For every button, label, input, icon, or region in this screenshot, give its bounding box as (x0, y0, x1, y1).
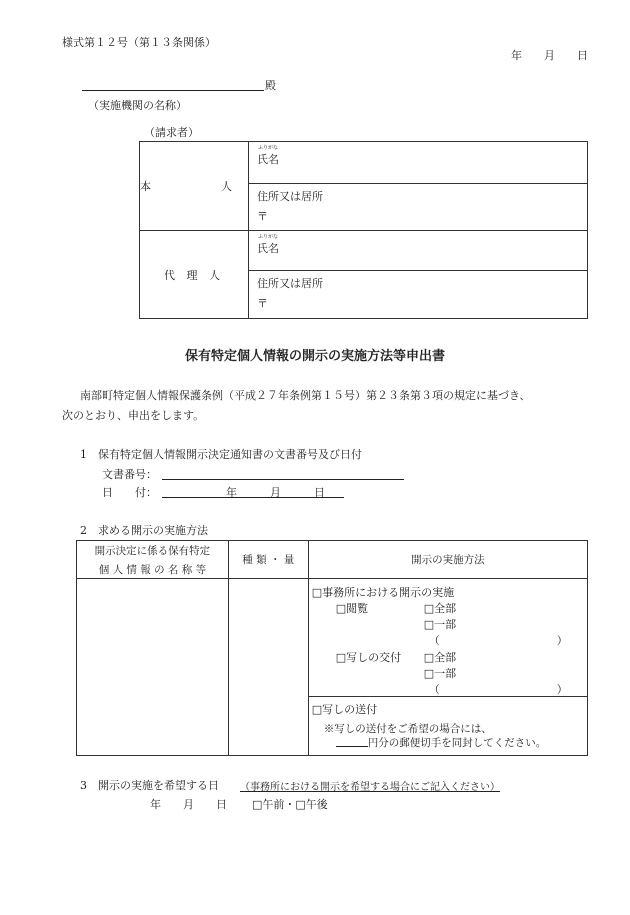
section2-heading: 2 求める開示の実施方法 (80, 524, 208, 537)
doc-number-field[interactable] (162, 479, 404, 480)
viewing-part-checkbox[interactable]: □一部 (423, 618, 457, 631)
col-header-name-line1: 開示決定に係る保有特定 (94, 544, 211, 557)
self-label: 本 人 (140, 142, 249, 231)
copy-paren-close: ） (556, 683, 568, 696)
copy-all-checkbox[interactable]: □全部 (423, 651, 457, 664)
requester-label: （請求者） (144, 126, 199, 139)
agent-address-field[interactable] (249, 271, 588, 319)
self-address-label: 住所又は居所 (257, 190, 323, 203)
col-header-name-line2: 個 人 情 報 の 名 称 等 (98, 563, 207, 576)
copy-paren-open: （ (428, 683, 440, 696)
addressee-line[interactable] (82, 90, 264, 91)
doc-date-label: 日 付： (102, 486, 157, 499)
mail-delivery-cell (308, 697, 587, 756)
header-date: 年 月 日 (511, 49, 588, 62)
section1-heading: 1 保有特定個人情報開示決定通知書の文書番号及び日付 (80, 448, 362, 461)
addressee-honorific: 殿 (265, 79, 276, 92)
stamp-amount-field[interactable] (336, 746, 368, 747)
copy-delivery-checkbox[interactable]: □写しの交付 (335, 651, 402, 664)
viewing-paren-open: （ (428, 634, 440, 647)
col-header-method: 開示の実施方法 (308, 541, 587, 579)
agent-furigana: ふりがな (258, 234, 279, 240)
viewing-checkbox[interactable]: □閲覧 (335, 602, 369, 615)
mail-note-1: ※写しの送付をご希望の場合には、 (323, 723, 492, 735)
agent-name-label: 氏名 (257, 242, 279, 255)
viewing-all-checkbox[interactable]: □全部 (423, 602, 457, 615)
self-name-label: 氏名 (257, 153, 279, 166)
info-name-cell[interactable] (77, 579, 229, 756)
requester-table (139, 141, 588, 319)
col-header-name (77, 541, 229, 579)
doc-date-value: 年 月 日 (226, 486, 325, 499)
intro-line-2: 次のとおり、申出をします。 (62, 409, 205, 422)
office-disclosure-checkbox[interactable]: □事務所における開示の実施 (311, 586, 455, 599)
agent-address-label: 住所又は居所 (257, 277, 323, 290)
agent-name-field[interactable] (249, 231, 588, 271)
section3-note: （事務所における開示を希望する場合にご記入ください） (240, 782, 500, 793)
self-furigana: ふりがな (258, 145, 279, 151)
agent-postal-mark: 〒 (257, 297, 268, 310)
mail-note-2: 円分の郵便切手を同封してください。 (367, 737, 547, 749)
mail-delivery-checkbox[interactable]: □写しの送付 (311, 703, 378, 716)
self-name-field[interactable] (249, 142, 588, 184)
copy-part-checkbox[interactable]: □一部 (423, 667, 457, 680)
col-header-type: 種 類 ・ 量 (228, 541, 308, 579)
addressee-org-label: （実施機関の名称） (88, 99, 187, 112)
doc-date-field[interactable] (162, 497, 344, 498)
type-amount-cell[interactable] (228, 579, 308, 756)
office-disclosure-cell (308, 579, 587, 697)
am-pm-checkboxes[interactable]: □午前・□午後 (252, 798, 328, 811)
intro-line-1: 南部町特定個人情報保護条例（平成２７年条例第１５号）第２３条第３項の規定に基づき、 (80, 389, 531, 402)
self-postal-mark: 〒 (257, 210, 268, 223)
section3-date[interactable]: 年 月 日 (150, 798, 227, 811)
viewing-paren-close: ） (556, 634, 568, 647)
doc-number-label: 文書番号： (102, 468, 157, 481)
disclosure-table (76, 540, 588, 756)
page-title: 保有特定個人情報の開示の実施方法等申出書 (184, 349, 445, 364)
self-address-field[interactable] (249, 184, 588, 231)
agent-label: 代 理 人 (140, 231, 249, 319)
form-number: 様式第１２号（第１３条関係） (62, 36, 216, 49)
section3-heading: 3 開示の実施を希望する日 (80, 779, 219, 792)
